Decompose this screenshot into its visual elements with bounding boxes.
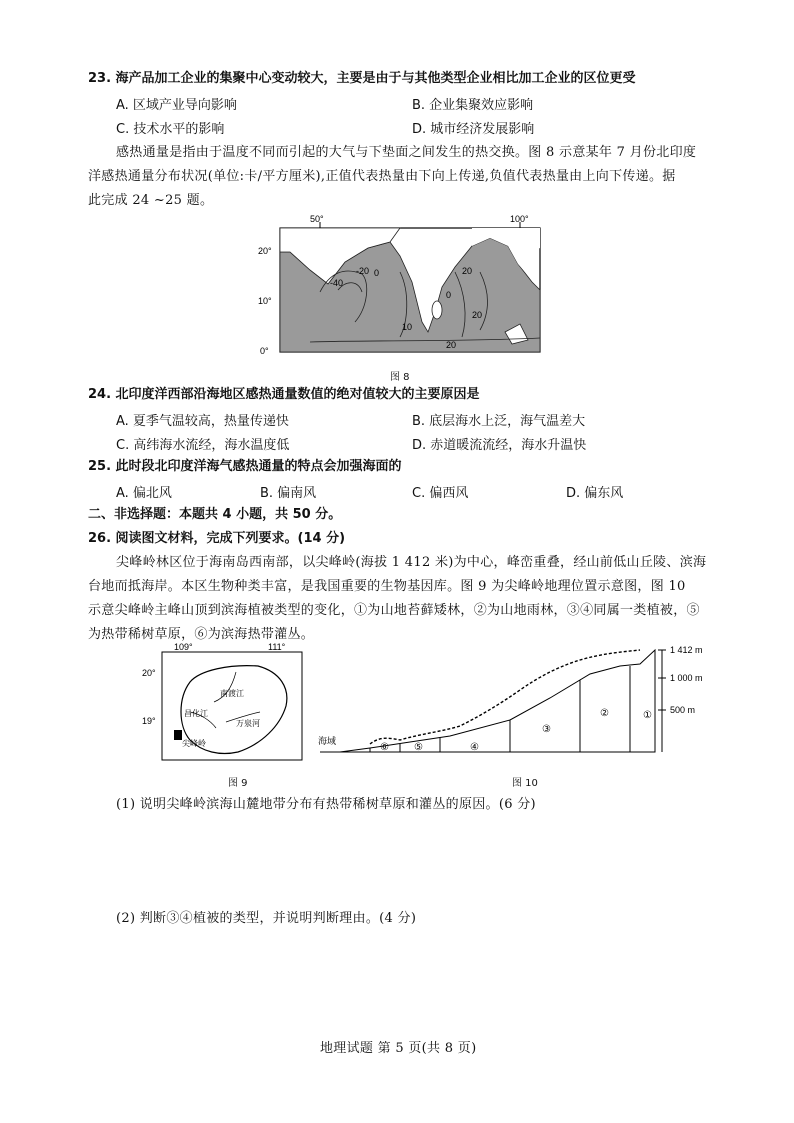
fig10-zone-label: ③ xyxy=(542,724,551,735)
fig10-elev-label: 1 000 m xyxy=(670,673,703,683)
q23-stem: 23. 海产品加工企业的集聚中心变动较大，主要是由于与其他类型企业相比加工企业的区位更受 xyxy=(88,71,636,86)
q24-stem: 24. 北印度洋西部沿海地区感热通量数值的绝对值较大的主要原因是 xyxy=(88,387,480,402)
q24-option-a[interactable]: A. 夏季气温较高，热量传递快 xyxy=(116,414,289,429)
q26-para-4: 为热带稀树草原，⑥为滨海热带灌丛。 xyxy=(88,627,315,642)
fig8-contour-label: 20 xyxy=(472,310,483,320)
figure-9-map xyxy=(140,642,310,768)
q26-stem: 26. 阅读图文材料，完成下列要求。(14 分) xyxy=(88,531,346,546)
q25-option-a[interactable]: A. 偏北风 xyxy=(116,486,172,501)
fig8-lat-20: 20° xyxy=(258,246,272,256)
q26-para-2: 台地而抵海岸。本区生物种类丰富，是我国重要的生物基因库。图 9 为尖峰岭地理位置示意图，图 10 xyxy=(88,579,686,594)
fig9-lon-109: 109° xyxy=(174,642,193,652)
fig9-lat-19: 19° xyxy=(142,716,156,726)
section-2-heading: 二、非选择题：本题共 4 小题，共 50 分。 xyxy=(88,507,342,522)
q23-option-b[interactable]: B. 企业集聚效应影响 xyxy=(412,98,534,113)
fig10-zone-label: ④ xyxy=(470,742,479,753)
fig9-river-label: 万泉河 xyxy=(236,719,260,728)
q26-sub-1: (1) 说明尖峰岭滨海山麓地带分布有热带稀树草原和灌丛的原因。(6 分) xyxy=(116,797,536,812)
fig8-contour-label: 0 xyxy=(446,290,452,300)
q23-option-c[interactable]: C. 技术水平的影响 xyxy=(116,122,225,137)
q24-option-b[interactable]: B. 底层海水上泛，海气温差大 xyxy=(412,414,586,429)
fig9-lon-111: 111° xyxy=(268,642,286,652)
fig8-contour-label: -20 xyxy=(356,266,370,276)
fig8-contour-label: 10 xyxy=(402,322,413,332)
q25-stem: 25. 此时段北印度洋海气感热通量的特点会加强海面的 xyxy=(88,459,402,474)
page-footer: 地理试题 第 5 页(共 8 页) xyxy=(320,1041,477,1056)
fig9-river-label: 昌化江 xyxy=(184,709,208,718)
fig8-lon-100: 100° xyxy=(510,214,529,224)
q26-para-1: 尖峰岭林区位于海南岛西南部，以尖峰岭(海拔 1 412 米)为中心，峰峦重叠，经山前低山丘陵、滨海 xyxy=(116,555,707,570)
q24-option-d[interactable]: D. 赤道暖流流经，海水升温快 xyxy=(412,438,587,453)
fig10-zone-label: ① xyxy=(643,710,652,721)
figure-10-caption: 图 10 xyxy=(512,778,538,789)
intro-line-1: 感热通量是指由于温度不同而引起的大气与下垫面之间发生的热交换。图 8 示意某年 7 月份北印度 xyxy=(116,145,697,160)
fig10-sea-label: 海域 xyxy=(318,736,337,746)
fig8-contour-label: 0 xyxy=(374,268,380,278)
fig10-zone-label: ② xyxy=(600,708,609,719)
figure-8-map xyxy=(250,212,550,372)
figure-8-caption: 图 8 xyxy=(390,372,410,383)
fig8-contour-label: -40 xyxy=(330,278,344,288)
figure-10-profile xyxy=(310,640,730,768)
fig8-lon-50: 50° xyxy=(310,214,324,224)
fig9-river-label: 南渡江 xyxy=(220,689,244,698)
q24-option-c[interactable]: C. 高纬海水流经，海水温度低 xyxy=(116,438,290,453)
fig10-zone-label: ⑤ xyxy=(414,742,423,753)
fig8-lat-0: 0° xyxy=(260,346,269,356)
fig8-contour-label: 20 xyxy=(462,266,473,276)
intro-line-2: 洋感热通量分布状况(单位:卡/平方厘米),正值代表热量由下向上传递,负值代表热量由上向下传递。据 xyxy=(88,169,676,184)
intro-line-3: 此完成 24 ~25 题。 xyxy=(88,193,214,208)
q25-option-b[interactable]: B. 偏南风 xyxy=(260,486,317,501)
q26-sub-2: (2) 判断③④植被的类型，并说明判断理由。(4 分) xyxy=(116,911,417,926)
fig9-lat-20: 20° xyxy=(142,668,156,678)
fig8-contour-label: 20 xyxy=(446,340,457,350)
q23-option-a[interactable]: A. 区域产业导向影响 xyxy=(116,98,237,113)
fig10-zone-label: ⑥ xyxy=(380,742,389,753)
figure-9-caption: 图 9 xyxy=(228,778,248,789)
fig8-lat-10: 10° xyxy=(258,296,272,306)
q25-option-d[interactable]: D. 偏东风 xyxy=(566,486,624,501)
q26-para-3: 示意尖峰岭主峰山顶到滨海植被类型的变化，①为山地苔藓矮林，②为山地雨林，③④同属一类植被，⑤ xyxy=(88,603,700,618)
fig10-elev-label: 1 412 m xyxy=(670,645,703,655)
fig9-peak-label: 尖峰岭 xyxy=(182,739,206,748)
fig10-elev-label: 500 m xyxy=(670,705,696,715)
q25-option-c[interactable]: C. 偏西风 xyxy=(412,486,469,501)
q23-option-d[interactable]: D. 城市经济发展影响 xyxy=(412,122,535,137)
